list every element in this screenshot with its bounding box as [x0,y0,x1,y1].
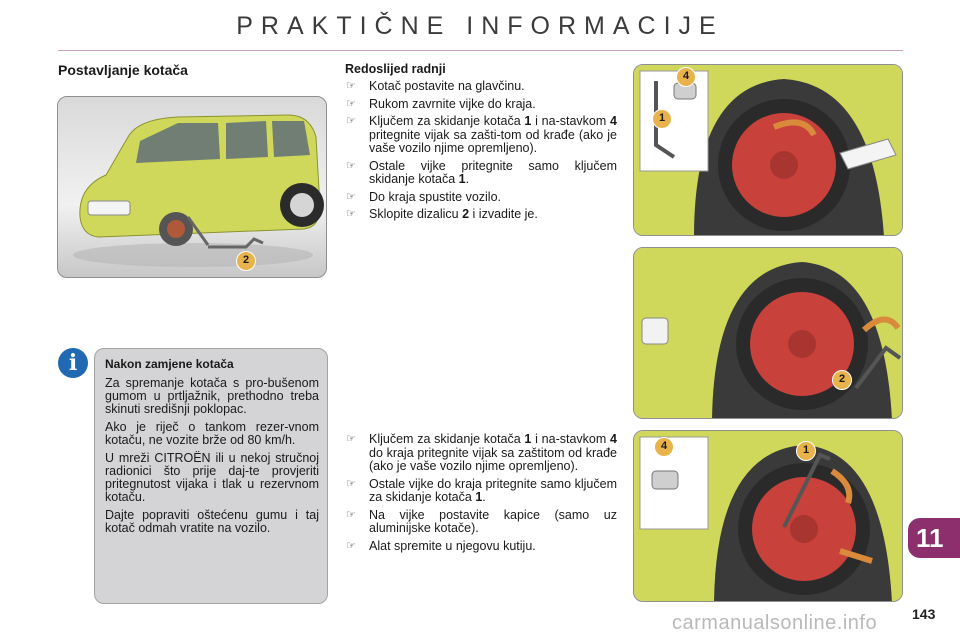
wheel-drawing-2 [634,248,903,419]
pointing-hand-icon: ☞ [346,80,356,92]
pointing-hand-icon: ☞ [346,159,356,172]
pointing-hand-icon: ☞ [346,433,356,445]
step-item [345,509,617,536]
info-icon: i [58,348,88,378]
step-item [345,160,617,187]
steps-list-first [345,80,617,226]
step-text: Rukom zavrnite vijke do kraja. [369,96,536,111]
step-text: Sklopite dizalicu [369,207,463,221]
step-ref-number: 4 [610,432,617,446]
wheel-illustration-2 [633,247,903,419]
wheel-illustration-1 [633,64,903,236]
step-text: i na-stavkom [531,432,611,446]
info-box [94,348,328,604]
step-item [345,478,617,505]
step-ref-number: 1 [524,432,532,446]
step-text: i izvadite je. [469,207,538,221]
step-item [345,115,617,156]
step-text: Kotač postavite na glavčinu. [369,79,525,93]
pointing-hand-icon: ☞ [346,539,356,552]
pointing-hand-icon: ☞ [346,508,356,521]
step-ref-number: 1 [475,490,483,504]
pointing-hand-icon: ☞ [346,115,356,127]
steps-list-second [345,433,617,557]
step-text: Na vijke postavite kapice (samo uz aluminijske kotače). [369,507,617,535]
step-text: Ključem za skidanje kotača [369,432,525,446]
step-text: . [465,172,470,186]
wheel-drawing-1 [634,65,903,236]
info-title: Nakon zamjene kotača [105,357,234,371]
info-paragraph: Za spremanje kotača s pro-bušenom gumom u prtljažnik, prethodno treba skinuti središnji poklopac. [105,376,319,416]
page-header-title: PRAKTIČNE INFORMACIJE [236,12,724,40]
step-text: Alat spremite u njegovu kutiju. [369,538,536,553]
step-text: i na-stavkom [531,114,611,128]
info-paragraph: Dajte popraviti oštećenu gumu i taj kotač odmah vratite na vozilo. [105,508,319,535]
step-item [345,208,617,222]
step-text: pritegnite vijak sa zašti-tom od krađe (ako je vaše vozilo njime opremljeno). [369,127,617,155]
callout-badge-4: 4 [654,437,674,457]
callout-badge-2: 2 [236,251,256,271]
steps-title: Redoslijed radnji [345,62,446,76]
chapter-tab: 11 [908,518,960,558]
car-illustration [57,96,327,278]
step-item [345,540,617,554]
info-paragraph: U mreži CITROËN ili u nekoj stručnoj radionici što prije daj-te provjeriti pritegnutost vijaka i tlak u rezervnom kotaču. [105,451,319,504]
step-text: Ostale vijke do kraja pritegnite samo ključem za skidanje kotača [369,476,617,504]
pointing-hand-icon: ☞ [346,190,356,203]
pointing-hand-icon: ☞ [346,208,356,220]
pointing-hand-icon: ☞ [346,97,356,110]
step-item [345,433,617,474]
step-text: Do kraja spustite vozilo. [369,189,502,204]
wheel-illustration-3 [633,430,903,602]
section-title: Postavljanje kotača [58,62,188,78]
step-ref-number: 2 [462,207,470,221]
step-item [345,191,617,205]
step-item [345,80,617,94]
step-ref-number: 1 [458,172,466,186]
car-drawing [58,97,327,278]
watermark: carmanualsonline.info [672,612,878,634]
wheel-drawing-3 [634,431,903,602]
pointing-hand-icon: ☞ [346,477,356,490]
header-divider [58,50,903,51]
step-text: Ostale vijke pritegnite samo ključem skidanje kotača [369,158,617,186]
step-item [345,98,617,112]
page-number: 143 [912,606,936,622]
step-text: Ključem za skidanje kotača [369,114,525,128]
callout-badge-4: 4 [676,67,696,87]
step-ref-number: 4 [610,114,617,128]
callout-badge-1: 1 [796,441,816,461]
info-paragraph: Ako je riječ o tankom rezer-vnom kotaču, ne vozite brže od 80 km/h. [105,420,319,447]
step-ref-number: 1 [524,114,532,128]
callout-badge-1: 1 [652,109,672,129]
step-text: do kraja pritegnite vijak sa zaštitom od krađe (ako je vaše vozilo njime opremljeno). [369,445,617,473]
callout-badge-2: 2 [832,370,852,390]
step-text: . [482,490,486,504]
